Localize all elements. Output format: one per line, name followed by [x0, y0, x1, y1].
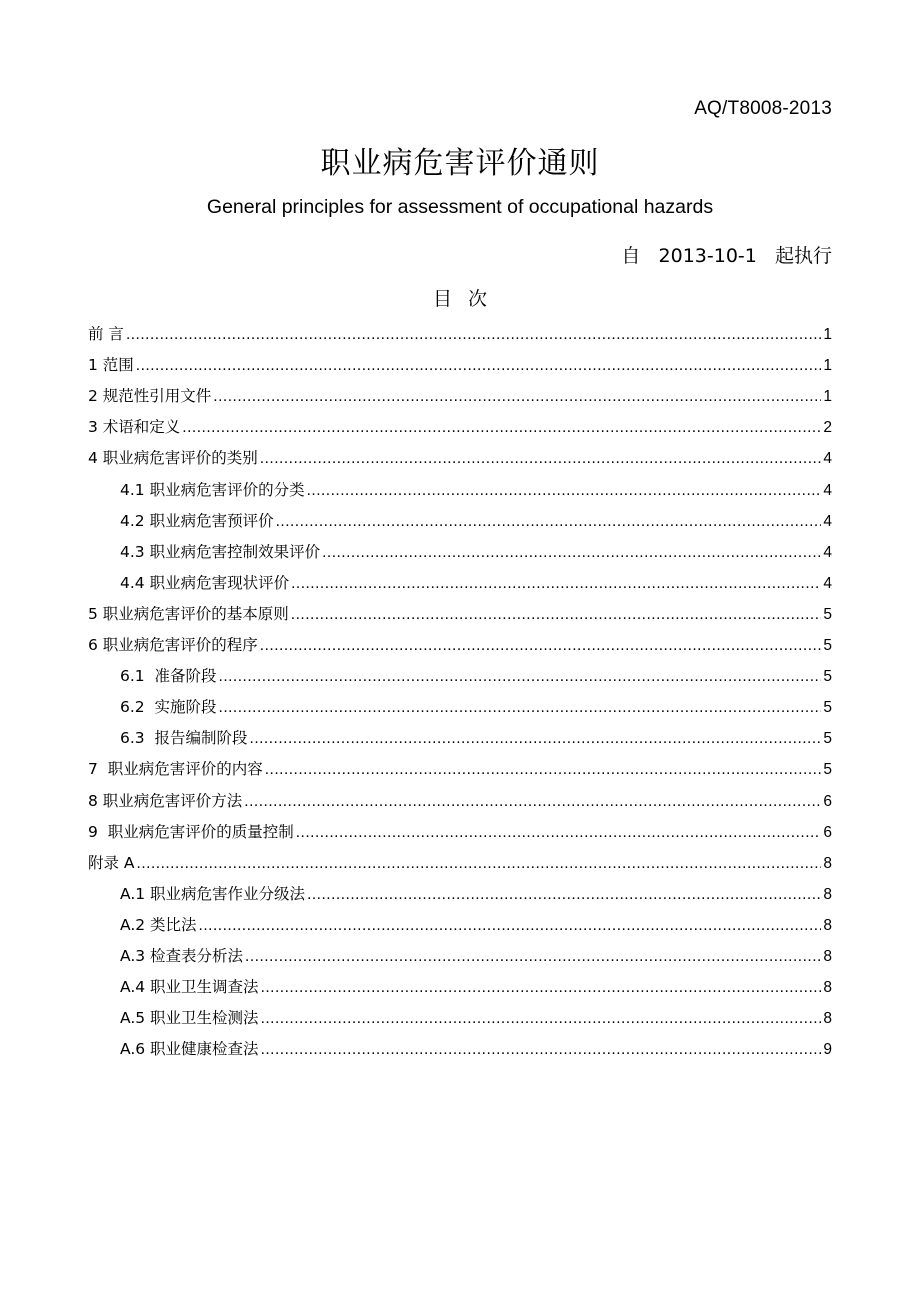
toc-entry-label: 7 职业病危害评价的内容: [88, 760, 263, 779]
toc-leader-dots: [265, 758, 822, 782]
toc-entry-label: A.2 类比法: [120, 915, 197, 934]
toc-leader-dots: [260, 634, 822, 658]
toc-leader-dots: [199, 914, 822, 938]
toc-leader-dots: [244, 790, 821, 814]
toc-leader-dots: [219, 665, 822, 689]
toc-leader-dots: [261, 976, 822, 1000]
toc-leader-dots: [296, 821, 822, 845]
effective-date: 2013-10-1: [658, 245, 757, 267]
toc-leader-dots: [276, 510, 822, 534]
toc-entry[interactable]: [120, 726, 832, 750]
toc-entry[interactable]: [88, 757, 832, 781]
toc-entry-page: 5: [823, 605, 832, 623]
toc-leader-dots: [261, 1038, 822, 1062]
toc-entry[interactable]: [88, 851, 832, 875]
toc-leader-dots: [182, 416, 821, 440]
toc-entry-page: 4: [823, 574, 832, 592]
toc-entry[interactable]: [120, 664, 832, 688]
toc-entry-label: 附录 A: [88, 853, 135, 872]
toc-entry-page: 5: [823, 668, 832, 686]
toc-entry[interactable]: [88, 820, 832, 844]
toc-entry-page: 5: [823, 637, 832, 654]
toc-entry-page: 4: [823, 481, 832, 499]
toc-leader-dots: [213, 385, 821, 409]
toc-leader-dots: [219, 696, 822, 720]
toc-entry-page: 2: [823, 419, 832, 437]
toc-entry[interactable]: [120, 882, 832, 906]
toc-entry-page: 8: [823, 979, 832, 997]
toc-entry[interactable]: [120, 478, 832, 502]
toc-entry-page: 8: [823, 1010, 832, 1028]
toc-entry[interactable]: [88, 789, 832, 813]
effective-prefix: 自: [621, 245, 641, 267]
toc-entry-label: 2 规范性引用文件: [88, 387, 212, 406]
effective-date-line: [621, 241, 832, 268]
document-title-english: General principles for assessment of occupational hazards: [206, 196, 714, 218]
toc-entry-label: 6.1 准备阶段: [120, 667, 217, 686]
toc-entry[interactable]: [120, 944, 832, 968]
toc-entry[interactable]: [120, 509, 832, 533]
toc-leader-dots: [307, 883, 821, 907]
toc-entry[interactable]: [88, 602, 832, 626]
toc-entry[interactable]: [88, 322, 832, 346]
toc-entry-page: 9: [823, 1041, 832, 1059]
toc-entry[interactable]: [88, 446, 832, 470]
toc-entry[interactable]: [120, 913, 832, 937]
toc-entry-label: 8 职业病危害评价方法: [88, 791, 243, 810]
toc-leader-dots: [291, 572, 821, 596]
toc-entry[interactable]: [88, 633, 832, 657]
toc-entry[interactable]: [120, 695, 832, 719]
toc-entry[interactable]: [120, 540, 832, 564]
toc-entry[interactable]: [88, 384, 832, 408]
toc-leader-dots: [291, 603, 822, 627]
toc-entry-label: A.5 职业卫生检测法: [120, 1009, 259, 1028]
toc-entry-label: 5 职业病危害评价的基本原则: [88, 604, 289, 623]
toc-entry-page: 4: [823, 450, 832, 468]
toc-entry-page: 5: [823, 761, 832, 779]
toc-entry-page: 5: [823, 699, 832, 717]
toc-leader-dots: [136, 354, 822, 378]
toc-entry-page: 8: [823, 948, 832, 965]
toc-entry-page: 1: [823, 388, 832, 406]
toc-entry-label: 前 言: [88, 325, 124, 343]
toc-entry-page: 8: [823, 885, 832, 903]
toc-entry[interactable]: [88, 353, 832, 377]
toc-leader-dots: [307, 479, 822, 503]
toc-leader-dots: [126, 323, 821, 347]
document-title-chinese: 职业病危害评价通则: [320, 146, 600, 181]
toc-entry[interactable]: [120, 1006, 832, 1030]
toc-entry-page: 1: [823, 326, 832, 343]
toc-entry-page: 6: [823, 823, 832, 841]
toc-entry-label: 6 职业病危害评价的程序: [88, 636, 258, 654]
toc-entry-label: A.3 检查表分析法: [120, 947, 244, 965]
toc-leader-dots: [260, 447, 822, 471]
effective-suffix: 起执行: [774, 245, 832, 267]
toc-entry-label: A.6 职业健康检查法: [120, 1040, 259, 1059]
toc-entry-page: 5: [823, 730, 832, 748]
toc-entry[interactable]: [120, 571, 832, 595]
toc-entry-page: 4: [823, 512, 832, 530]
toc-entry-label: 4.3 职业病危害控制效果评价: [120, 542, 321, 561]
toc-entry-label: 3 术语和定义: [88, 418, 181, 437]
toc-entry[interactable]: [120, 1037, 832, 1061]
toc-entry-page: 1: [823, 357, 832, 375]
toc-entry[interactable]: [88, 415, 832, 439]
toc-entry-label: 4.1 职业病危害评价的分类: [120, 480, 305, 499]
toc-leader-dots: [137, 852, 822, 876]
toc-heading: 目次: [432, 288, 503, 310]
toc-entry-label: 4.2 职业病危害预评价: [120, 511, 274, 530]
toc-entry-label: 6.3 报告编制阶段: [120, 729, 248, 748]
toc-entry-label: A.4 职业卫生调查法: [120, 978, 259, 997]
toc-leader-dots: [250, 727, 822, 751]
toc-entry-label: 1 范围: [88, 356, 134, 375]
toc-entry-label: 4.4 职业病危害现状评价: [120, 573, 290, 592]
standard-code: AQ/T8008-2013: [694, 98, 832, 119]
toc-entry-label: 9 职业病危害评价的质量控制: [88, 822, 294, 841]
toc-leader-dots: [245, 945, 821, 969]
toc-entry[interactable]: [120, 975, 832, 999]
toc-entry-label: A.1 职业病危害作业分级法: [120, 884, 306, 903]
toc-leader-dots: [261, 1007, 822, 1031]
toc-entry-label: 4 职业病危害评价的类别: [88, 449, 258, 468]
toc-entry-label: 6.2 实施阶段: [120, 698, 217, 717]
toc-entry-page: 8: [823, 916, 832, 934]
toc-leader-dots: [322, 541, 821, 565]
toc-entry-page: 8: [823, 854, 832, 872]
toc-entry-page: 6: [823, 792, 832, 810]
toc-entry-page: 4: [823, 543, 832, 561]
